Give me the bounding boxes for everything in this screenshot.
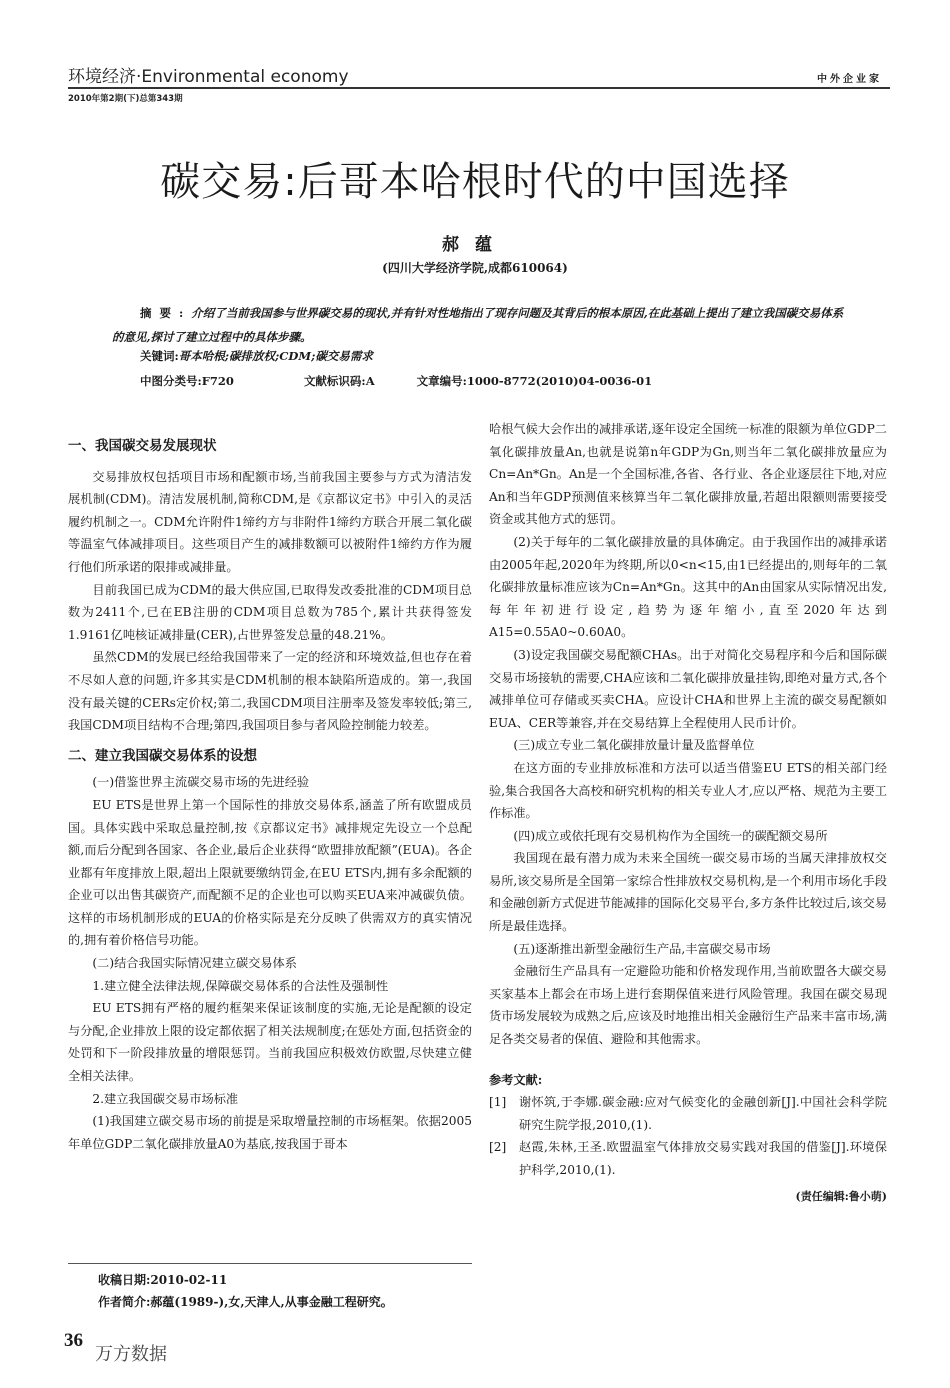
issue-info: 2010年第2期(下)总第343期	[68, 94, 183, 104]
references-title: 参考文献:	[489, 1072, 543, 1087]
subsection-heading: (二)结合我国实际情况建立碳交易体系	[92, 956, 297, 971]
keywords	[140, 348, 373, 364]
subsection-heading: (一)借鉴世界主流碳交易市场的先进经验	[92, 775, 310, 790]
article-no-label: 文章编号:	[416, 374, 467, 388]
paragraph: 在这方面的专业排放标准和方法可以适当借鉴EU ETS的相关部门经验,集合我国各大高校和研究机构的相关专业人才,应以严格、规范为主要工作标准。	[489, 760, 887, 821]
paragraph: (3)设定我国碳交易配额CHAs。出于对简化交易程序和今后和国际碳交易市场接轨的需要,CHA应该和二氧化碳排放量挂钩,即绝对量方式,各个减排单位可存储或买卖CHA。应设计CHA和世界上主流的碳交易配额如EUA、CER等兼容,并在交易结算上全程使用人民币计价。	[489, 647, 887, 730]
keywords-label: 关键词:	[140, 349, 179, 363]
paragraph: EU ETS是世界上第一个国际性的排放交易体系,涵盖了所有欧盟成员国。具体实践中采取总量控制,按《京都议定书》减排规定先设立一个总配额,而后分配到各国家、各企业,最后企业获得“欧盟排放配额”(EUA)。各企业都有年度排放上限,超出上限就要缴纳罚金,在EU ETS内,拥有多余配额的企业可以出售其碳资产,而配额不足的企业也可以购买EUA来冲减碳负债。这样的市场机制形成的EUA的价格实际是充分反映了供需双方的真实情况的,拥有着价格信号功能。	[68, 797, 472, 948]
paragraph: 目前我国已成为CDM的最大供应国,已取得发改委批准的CDM项目总数为2411个,已在EB注册的CDM项目总数为785个,累计共获得签发1.9161亿吨核证减排量(CER),占世界签发总量的48.21%。	[68, 582, 472, 642]
page-number: 36	[64, 1330, 83, 1351]
article-no-value: 1000-8772(2010)04-0036-01	[466, 374, 653, 388]
paragraph: 哈根气候大会作出的减排承诺,逐年设定全国统一标准的限额为单位GDP二氧化碳排放量An,也就是说第n年GDP为Gn,则当年二氧化碳排放量应为Cn=An*Gn。An是一个全国标准,各省、各行业、各企业逐层往下地,对应An和当年GDP预测值来核算当年二氧化碳排放量,若超出限额则需要接受资金或其他方式的惩罚。	[489, 422, 887, 527]
doc-code-value: A	[365, 374, 375, 388]
section-heading: 一、我国碳交易发展现状	[68, 438, 217, 454]
reference-number: [1]	[489, 1095, 507, 1110]
received-date: 收稿日期:2010-02-11	[98, 1273, 228, 1287]
paragraph: EU ETS拥有严格的履约框架来保证该制度的实施,无论是配额的设定与分配,企业排放上限的设定都依据了相关法规制度;在惩处方面,包括资金的处罚和下一阶段排放量的增限惩罚。当前我国应积极效仿欧盟,尽快建立健全相关法律。	[68, 1001, 472, 1084]
paragraph: 金融衍生产品具有一定避险功能和价格发现作用,当前欧盟各大碳交易买家基本上都会在市场上进行套期保值来进行风险管理。我国在碳交易现货市场发展较为成熟之后,应该及时地推出相关金融衍生产品来丰富市场,满足各类交易者的保值、避险和其他需求。	[489, 964, 887, 1047]
left-column	[68, 435, 472, 1155]
reference-item	[489, 1136, 887, 1181]
paragraph: (1)我国建立碳交易市场的前提是采取增量控制的市场框架。依据2005年单位GDP二氧化碳排放量A0为基底,按我国于哥本	[68, 1114, 472, 1151]
article-title: 碳交易:后哥本哈根时代的中国选择	[160, 159, 790, 205]
reference-text: 赵霞,朱林,王圣.欧盟温室气体排放交易实践对我国的借鉴[J].环境保护科学,2010,(1).	[519, 1140, 887, 1177]
subsection-heading: (三)成立专业二氧化碳排放量计量及监督单位	[513, 738, 755, 753]
abstract	[112, 301, 852, 349]
subsection-heading: 1.建立健全法律法规,保障碳交易体系的合法性及强制性	[92, 978, 389, 993]
reference-number: [2]	[489, 1140, 507, 1155]
subsection-heading: 2.建立我国碳交易市场标准	[92, 1091, 239, 1106]
abstract-text: 介绍了当前我国参与世界碳交易的现状,并有针对性地指出了现存问题及其背后的根本原因,在此基础上提出了建立我国碳交易体系的意见,探讨了建立过程中的具体步骤。	[112, 306, 844, 344]
clc-label: 中图分类号:	[140, 374, 202, 388]
paragraph: (2)关于每年的二氧化碳排放量的具体确定。由于我国作出的减排承诺由2005年起,2020年为终期,所以0<n<15,由1已经提出的,则每年的二氧化碳排放量标准应该为Cn=An*Gn。这其中的An由国家从实际情况出发,每年年初进行设定,趋势为逐年缩小,直至2020年达到A15=0.55A0~0.60A0。	[489, 534, 887, 640]
footnote	[98, 1269, 393, 1313]
header-rule	[68, 87, 890, 89]
magazine-name: 中外企业家	[817, 74, 882, 85]
classification-line	[140, 373, 652, 389]
author-affiliation: (四川大学经济学院,成都610064)	[382, 261, 568, 275]
author-name: 郝蕴	[442, 235, 508, 255]
journal-column-title: 环境经济·Environmental economy	[68, 67, 349, 87]
paragraph: 虽然CDM的发展已经给我国带来了一定的经济和环境效益,但也存在着不尽如人意的问题,许多其实是CDM机制的根本缺陷所造成的。第一,我国没有最关键的CERs定价权;第二,我国CDM项目注册率及签发率较低;第三,我国CDM项目结构不合理;第四,我国项目参与者风险控制能力较差。	[68, 650, 472, 733]
section-heading: 二、建立我国碳交易体系的设想	[68, 747, 257, 764]
paragraph: 我国现在最有潜力成为未来全国统一碳交易市场的当属天津排放权交易所,该交易所是全国第一家综合性排放权交易机构,是一个利用市场化手段和金融创新方式促进节能减排的国际化交易平台,多方条件比较过后,该交易所是最佳选择。	[489, 851, 887, 934]
paragraph: 交易排放权包括项目市场和配额市场,当前我国主要参与方式为清洁发展机制(CDM)。清洁发展机制,简称CDM,是《京都议定书》中引入的灵活履约机制之一。CDM允许附件1缔约方与非附件1缔约方联合开展二氧化碳等温室气体减排项目。这些项目产生的减排数额可以被附件1缔约方作为履行他们所承诺的限排或减排量。	[68, 469, 472, 574]
reference-item	[489, 1091, 887, 1136]
watermark: 万方数据	[95, 1344, 167, 1365]
author-bio: 作者简介:郝蕴(1989-),女,天津人,从事金融工程研究。	[98, 1295, 393, 1309]
footnote-rule	[68, 1263, 472, 1264]
doc-code-label: 文献标识码:	[303, 374, 366, 388]
right-column	[489, 418, 887, 1208]
clc-value: F720	[201, 374, 234, 388]
reference-text: 谢怀筑,于李娜.碳金融:应对气候变化的金融创新[J].中国社会科学院研究生院学报,2010,(1).	[519, 1095, 887, 1132]
responsible-editor: (责任编辑:鲁小萌)	[795, 1189, 887, 1203]
subsection-heading: (五)逐渐推出新型金融衍生产品,丰富碳交易市场	[513, 941, 771, 956]
abstract-label: 摘要:	[140, 306, 192, 320]
subsection-heading: (四)成立或依托现有交易机构作为全国统一的碳配额交易所	[513, 828, 828, 843]
keywords-text: 哥本哈根;碳排放权;CDM;碳交易需求	[178, 349, 373, 363]
